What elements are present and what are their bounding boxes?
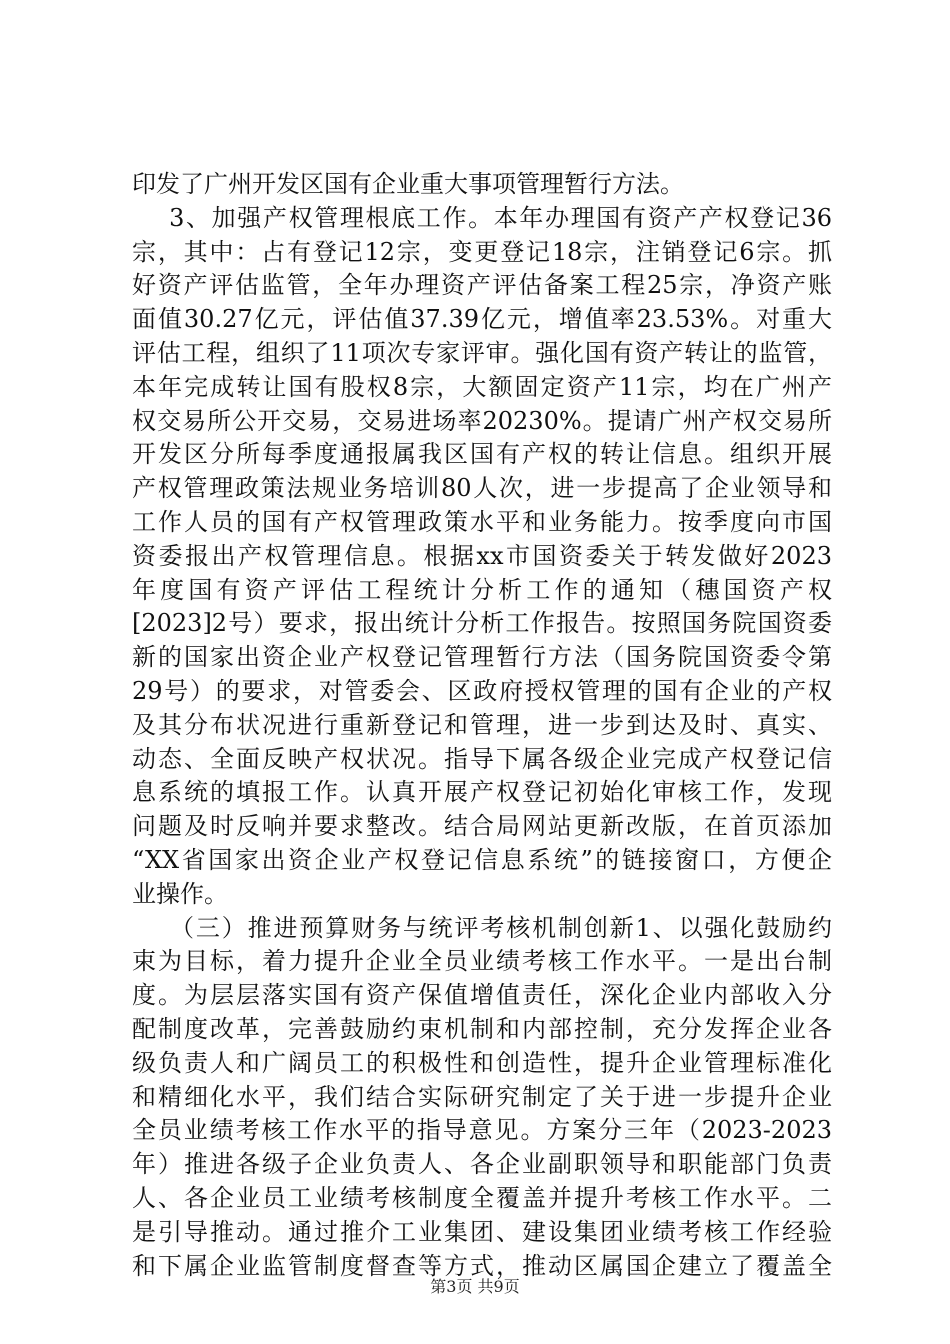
- text-line: 年）推进各级子企业负责人、各企业副职领导和职能部门负责: [132, 1150, 832, 1179]
- text-line: 资委报出产权管理信息。根据xx市国资委关于转发做好2023: [132, 541, 832, 570]
- page-number-footer: 第3页 共9页: [430, 1277, 520, 1296]
- text-line: 产权管理政策法规业务培训80人次，进一步提高了企业领导和: [132, 474, 832, 503]
- text-line: 新的国家出资企业产权登记管理暂行方法（国务院国资委令第: [132, 643, 832, 672]
- text-line: 工作人员的国有产权管理政策水平和业务能力。按季度向市国: [132, 507, 832, 536]
- text-line: 度。为层层落实国有资产保值增值责任，深化企业内部收入分: [132, 981, 832, 1010]
- text-line: [2023]2号）要求，报出统计分析工作报告。按照国务院国资委: [132, 609, 832, 638]
- text-line: 动态、全面反映产权状况。指导下属各级企业完成产权登记信: [132, 744, 832, 773]
- text-line: 宗，其中：占有登记12宗，变更登记18宗，注销登记6宗。抓: [132, 237, 832, 266]
- text-line: 及其分布状况进行重新登记和管理，进一步到达及时、真实、: [132, 710, 832, 739]
- text-line: 开发区分所每季度通报属我区国有产权的转让信息。组织开展: [132, 440, 832, 469]
- text-line: 权交易所公开交易，交易进场率20230%。提请广州产权交易所: [132, 406, 832, 435]
- text-line: 息系统的填报工作。认真开展产权登记初始化审核工作，发现: [132, 778, 832, 807]
- text-line: 年度国有资产评估工程统计分析工作的通知（穗国资产权: [132, 575, 832, 604]
- text-line: 29号）的要求，对管委会、区政府授权管理的国有企业的产权: [132, 676, 832, 705]
- text-line: 配制度改革，完善鼓励约束机制和内部控制，充分发挥企业各: [132, 1014, 832, 1043]
- text-line: 和精细化水平，我们结合实际研究制定了关于进一步提升企业: [132, 1082, 832, 1111]
- text-line: 问题及时反响并要求整改。结合局网站更新改版，在首页添加: [132, 812, 832, 841]
- text-line: 全员业绩考核工作水平的指导意见。方案分三年（2023-2023: [132, 1116, 832, 1145]
- text-line: 好资产评估监管，全年办理资产评估备案工程25宗，净资产账: [132, 271, 832, 300]
- text-line: 级负责人和广阔员工的积极性和创造性，提升企业管理标准化: [132, 1048, 832, 1077]
- text-line: （三）推进预算财务与统评考核机制创新1、以强化鼓励约: [132, 913, 832, 942]
- text-line: 束为目标，着力提升企业全员业绩考核工作水平。一是出台制: [132, 947, 832, 976]
- text-line: 面值30.27亿元，评估值37.39亿元，增值率23.53%。对重大: [132, 305, 832, 334]
- text-line: 3、加强产权管理根底工作。本年办理国有资产产权登记36: [132, 203, 832, 232]
- text-line: 评估工程，组织了11项次专家评审。强化国有资产转让的监管，: [132, 338, 832, 367]
- document-body: [132, 168, 832, 1283]
- text-line: 本年完成转让国有股权8宗，大额固定资产11宗，均在广州产: [132, 372, 832, 401]
- text-line: 和下属企业监管制度督查等方式，推动区属国企建立了覆盖全: [132, 1251, 832, 1280]
- text-line: 人、各企业员工业绩考核制度全覆盖并提升考核工作水平。二: [132, 1183, 832, 1212]
- text-line: 是引导推动。通过推介工业集团、建设集团业绩考核工作经验: [132, 1217, 832, 1246]
- text-line: 印发了广州开发区国有企业重大事项管理暂行方法。: [132, 170, 684, 198]
- text-line: 业操作。: [132, 879, 228, 908]
- text-line: “XX省国家出资企业产权登记信息系统”的链接窗口，方便企: [132, 845, 832, 874]
